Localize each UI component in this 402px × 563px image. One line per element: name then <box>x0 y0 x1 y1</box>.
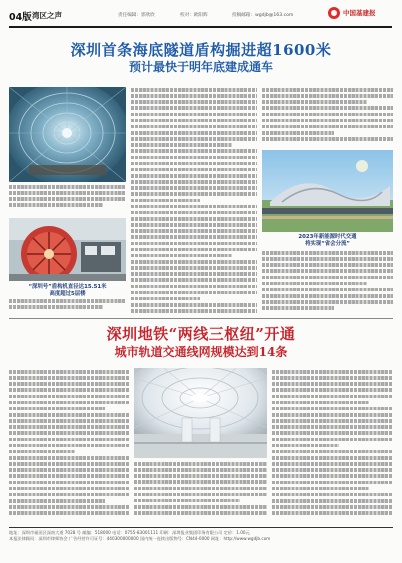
article1-column-left-bottom <box>9 299 126 316</box>
station-render-photo <box>262 150 393 232</box>
page-footer <box>9 530 393 543</box>
page-number: 04版 <box>9 12 32 23</box>
station-photo-caption-line1: 2023年新能源时代交通 <box>298 234 357 240</box>
logo-icon <box>328 7 340 19</box>
article1-headline: 深圳首条海底隧道盾构掘进超1600米 <box>70 41 332 59</box>
section-name: 湾区之声 <box>32 11 62 20</box>
logo-text: 中国基建报 <box>343 9 376 17</box>
tbm-photo-caption-line2: 高度超过5层楼 <box>49 291 86 297</box>
tunnel-photo-note <box>9 185 126 215</box>
article-divider <box>9 318 393 319</box>
article2-column-right <box>272 370 393 520</box>
metro-station-photo <box>134 368 267 458</box>
tbm-photo-caption-line1: “深圳号”盾构机直径达15.51米 <box>28 284 107 290</box>
proof-credit: 校对：欧阳辉 <box>180 13 208 18</box>
article2-column-center <box>134 462 267 522</box>
station-photo-caption-line2: 将实现“省会分流” <box>305 241 350 247</box>
tbm-photo <box>9 218 126 281</box>
header-rule <box>9 26 392 28</box>
newspaper-logo <box>328 6 392 20</box>
article1-column-middle <box>131 88 257 316</box>
footer-line-2: 本报法律顾问：深圳市律师协会 广告经营许可证号：440300000000 国内统一连续出版物号：CN44-0000 网址：http://www.wgdjb.com <box>9 536 271 542</box>
article1-subheadline: 预计最快于明年底建成通车 <box>128 60 273 74</box>
article1-column-right-bottom <box>262 251 393 316</box>
article2-subheadline: 城市轨道交通线网规模达到14条 <box>114 345 288 359</box>
article2-headline: 深圳地铁“两线三枢纽”开通 <box>106 325 296 343</box>
footer-line-1: 地址：深圳市福田区深南大道 7028 号 邮编：518000 电话：0755-83001111 印刷：深圳报业集团印务有限公司 定价：1.00元 <box>9 530 250 535</box>
editor-credit: 责任编辑：郭欣欣 <box>118 13 155 18</box>
tunnel-photo <box>9 87 126 182</box>
article2-column-left <box>9 370 129 520</box>
email-credit: 投稿邮箱：wgdjb@163.com <box>232 13 294 18</box>
footer-rule <box>9 527 393 528</box>
article1-column-right-top <box>262 88 393 148</box>
page-header <box>0 0 402 28</box>
